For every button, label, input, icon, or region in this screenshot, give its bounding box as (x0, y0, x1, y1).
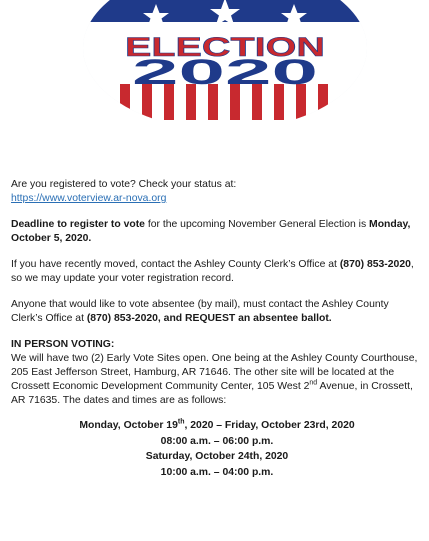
moved-paragraph (11, 258, 423, 286)
schedule-weekday-range: Monday, October 19th, 2020 – Friday, October 23rd, 2020 (79, 418, 355, 431)
early-vote-schedule (11, 418, 423, 480)
schedule-saturday-hours: 10:00 a.m. – 04:00 p.m. (160, 466, 274, 478)
moved-tail: , so we may update your voter registration record. (11, 259, 414, 284)
badge-year: 2020 (132, 53, 318, 92)
in-person-part2: Avenue, in Crossett, AR 71635. The dates and times are as follows: (11, 381, 413, 406)
absentee-text: Anyone that would like to vote absentee (by mail), must contact the Ashley County Clerk’s Office at (11, 299, 389, 324)
in-person-sup: nd (309, 379, 318, 387)
in-person-part1: We will have two (2) Early Vote Sites open. One being at the Ashley County Courthouse, 205 East Jefferson Street, Hamburg, AR 71646. The other site will be located at the Crossett Economic Development Community Center, 105 West 2 (11, 353, 418, 392)
registration-check (11, 178, 423, 206)
schedule-weekday-hours: 08:00 a.m. – 06:00 p.m. (160, 435, 274, 447)
registration-question: Are you registered to vote? Check your status at: (11, 179, 237, 190)
in-person-heading: IN PERSON VOTING: (11, 339, 115, 350)
election-2020-badge (80, 0, 370, 120)
voterview-link[interactable]: https://www.voterview.ar-nova.org (11, 193, 167, 204)
deadline-lead: Deadline to register to vote (11, 219, 145, 230)
in-person-paragraph (11, 338, 423, 408)
moved-text: If you have recently moved, contact the Ashley County Clerk’s Office at (11, 259, 340, 270)
deadline-date: Monday, October 5, 2020. (11, 219, 411, 244)
absentee-phone-request: (870) 853-2020, and REQUEST an absentee ballot. (86, 313, 332, 324)
absentee-paragraph (11, 298, 423, 326)
schedule-saturday: Saturday, October 24th, 2020 (145, 451, 289, 462)
deadline-paragraph (11, 218, 423, 246)
deadline-middle: for the upcoming November General Election is (144, 219, 370, 230)
moved-phone: (870) 853-2020 (339, 259, 411, 270)
notice-body (11, 178, 423, 480)
badge-word: ELECTION (125, 32, 325, 62)
